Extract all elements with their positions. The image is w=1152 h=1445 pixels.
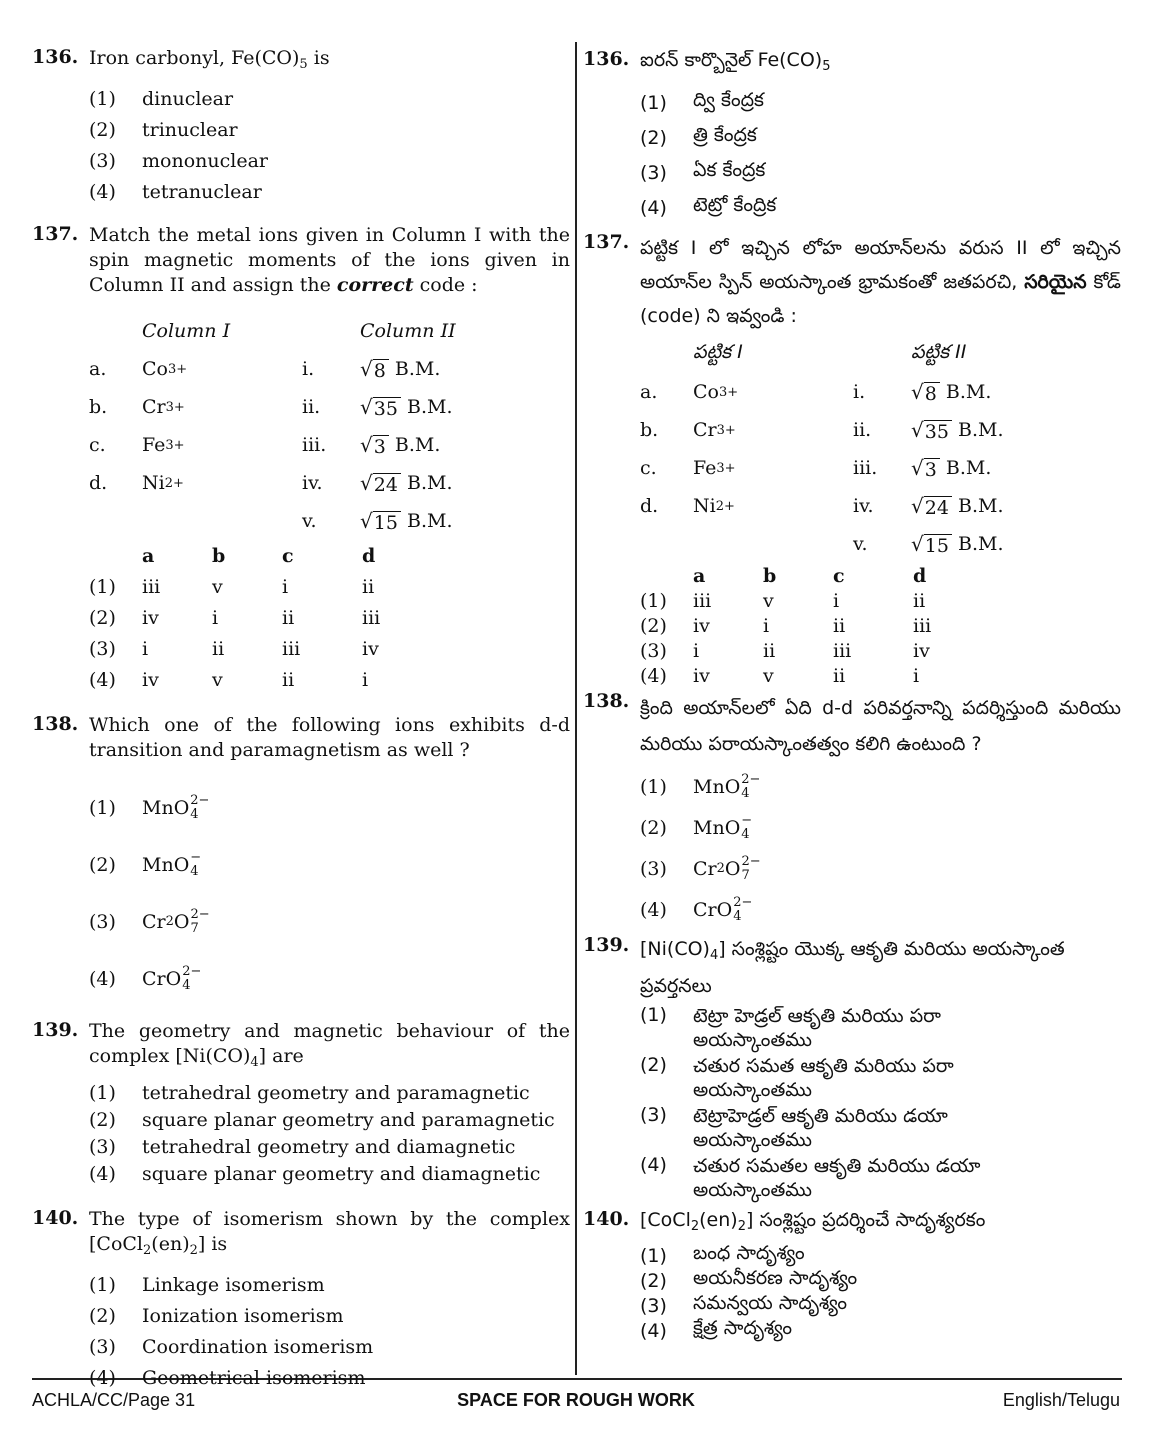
answer-codes: a b c d (1) iii v i ii (2) iv i ii iii (3) i ii iii iv (4) iv v ii i	[89, 544, 381, 691]
question-number: 137.	[583, 231, 630, 253]
match-table: Column I Column II a. Co 3+ i. √ 8 B.M. b. Cr 3+ ii. √ 35 B.M. c. Fe 3+ iii. √ 3 B.M. d. Ni 2+ iv. √ 24 B.M. v. √ 15 B.M.	[89, 312, 570, 540]
column-i-header: Column I	[142, 320, 231, 342]
question-number: 136.	[32, 46, 79, 68]
option: (3) mononuclear	[89, 149, 268, 172]
options: (1) MnO 2− 4 (2) MnO − 4 (3) Cr 2 O 2− 7 (4) CrO 2− 4	[89, 792, 210, 993]
question-number: 136.	[583, 48, 630, 70]
question-136	[32, 46, 570, 207]
option: (4) tetranuclear	[89, 180, 262, 203]
options: (1) MnO 2− 4 (2) MnO − 4 (3) Cr 2 O 2− 7 (4) CrO 2− 4	[640, 771, 761, 924]
question-text: ఐరన్ కార్బొనైల్ $Fe(CO)_5$	[640, 49, 831, 74]
question-number: 138.	[32, 713, 79, 735]
question-140-te	[583, 1208, 1121, 1343]
language-label: English/Telugu	[1002, 1390, 1120, 1410]
page-id: ACHLA/CC/Page 31	[32, 1390, 196, 1410]
question-number: 137.	[32, 223, 79, 245]
options: (1) tetrahedral geometry and paramagnetic (2) square planar geometry and paramagnetic (3) tetrahedral geometry and diamagnetic (4) square planar geometry and diamagnetic	[89, 1081, 555, 1185]
question-139	[32, 1019, 570, 1187]
question-text: క్రింది అయాన్‌లలో ఏది d-d పరివర్తనాన్ని పదర్శిస్తుంది మరియు మరియు పరాయస్కాంతత్వం కలిగి ఉంటుంది ?	[640, 697, 1121, 755]
question-text: $[Ni(CO)_4]$ సంశ్లిష్టం యొక్క ఆకృతి మరియు అయస్కాంత ప్రవర్తనలు	[640, 938, 1065, 997]
rough-work-label: SPACE FOR ROUGH WORK	[457, 1390, 695, 1410]
english-column	[32, 40, 570, 1393]
question-138-te	[583, 690, 1121, 930]
option: (1) dinuclear	[89, 87, 234, 110]
column-i-header: పట్టిక I	[693, 340, 743, 363]
question-139-te	[583, 934, 1121, 1204]
options: (1) Linkage isomerism (2) Ionization isomerism (3) Coordination isomerism (4) Geometrical isomerism	[89, 1273, 374, 1389]
question-138	[32, 713, 570, 1007]
telugu-column	[583, 40, 1121, 1343]
options: (1) ద్వి కేంద్రక (2) త్రి కేంద్రక (3) ఏక కేంద్రక (4) టెట్రో కేంద్రిక	[640, 89, 777, 219]
question-text: Iron carbonyl, $Fe(CO)_5$ is	[89, 47, 330, 72]
match-table: పట్టిక I పట్టిక II a. Co 3+ i. √ 8 B.M. b. Cr 3+ ii. √ 35 B.M. c. Fe 3+ iii. √ 3 B.M. d. Ni 2+ iv. √ 24 B.M. v. √ 15 B.M.	[640, 335, 1121, 563]
question-text: The type of isomerism shown by the complex $[CoCl_2(en)_2]$ is	[89, 1208, 570, 1258]
column-ii-header: Column II	[360, 320, 456, 342]
question-number: 140.	[32, 1207, 79, 1229]
question-137	[32, 223, 570, 695]
question-text: The geometry and magnetic behaviour of the complex $[Ni(CO)_4]$ are	[89, 1020, 570, 1070]
question-text: పట్టిక I లో ఇచ్చిన లోహ అయాన్‌లను వరుస II లో ఇచ్చిన అయాన్‌ల స్పిన్ అయస్కాంత భ్రామకంతో జతపరచి, సరియైన కోడ్ (code) ని ఇవ్వండి :	[640, 237, 1121, 327]
question-text: Which one of the following ions exhibits d-d transition and paramagnetism as well ?	[89, 714, 570, 761]
option: (2) trinuclear	[89, 118, 238, 141]
question-text: Match the metal ions given in Column I with the spin magnetic moments of the ions given in Column II and assign the correct code :	[89, 224, 570, 296]
answer-codes: a b c d (1) iii v i ii (2) iv i ii iii (3) i ii iii iv (4) iv v ii i	[640, 564, 932, 687]
column-ii-header: పట్టిక II	[911, 340, 967, 363]
options: (1) టెట్రా హెడ్రల్ ఆకృతి మరియు పరా అయస్కాంతము (2) చతుర సమత ఆకృతి మరియు పరా అయస్కాంతము (3) టెట్రాహెడ్రల్ ఆకృతి మరియు డయా అయస్కాంతము (4) చతుర సమతల ఆకృతి మరియు డయా అయస్కాంతము	[640, 1004, 981, 1201]
question-140	[32, 1207, 570, 1393]
options	[89, 83, 570, 207]
question-number: 138.	[583, 690, 630, 712]
question-number: 139.	[32, 1019, 79, 1041]
question-136-te	[583, 48, 1121, 225]
question-text: $[CoCl_2(en)_2]$ సంశ్లిష్టం ప్రదర్శించే సాదృశ్యరకం	[640, 1209, 986, 1234]
question-number: 140.	[583, 1208, 630, 1230]
options: (1) బంధ సాదృశ్యం (2) అయనీకరణ సాదృశ్యం (3) సమన్వయ సాదృశ్యం (4) క్షేత్ర సాదృశ్యం	[640, 1242, 858, 1342]
question-number: 139.	[583, 934, 630, 956]
question-137-te	[583, 231, 1121, 688]
column-divider	[575, 42, 577, 1375]
